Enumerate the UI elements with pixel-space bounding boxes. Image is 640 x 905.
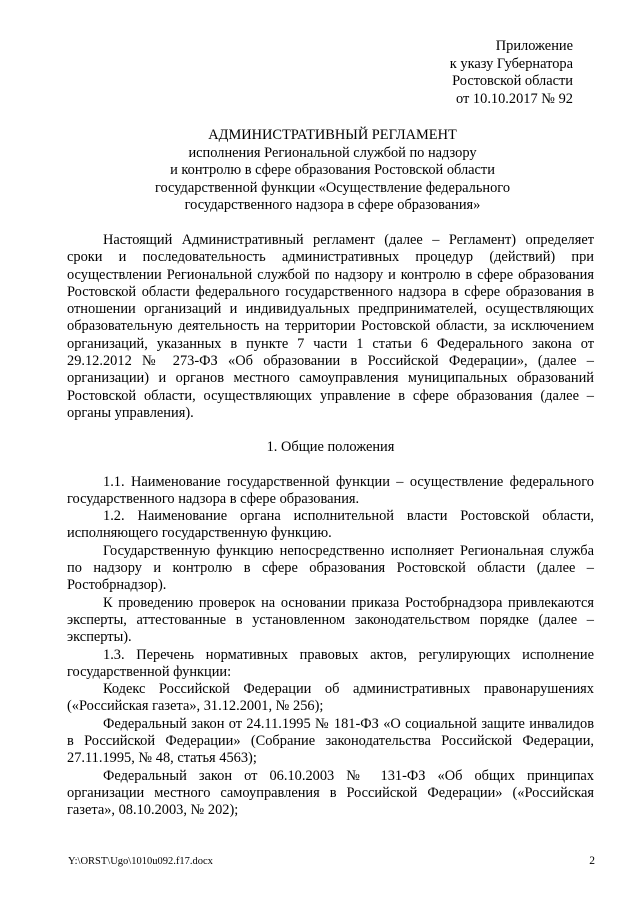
paragraph-experts: К проведению проверок на основании приказа Ростобрнадзора привлекаются эксперты, аттестованные в установленном законодательством порядке (далее – эксперты). bbox=[67, 594, 594, 646]
appendix-line: Приложение bbox=[495, 38, 573, 54]
section-heading: 1. Общие положения bbox=[266, 439, 395, 456]
document-title bbox=[60, 127, 605, 215]
appendix-header bbox=[450, 38, 573, 108]
paragraph-1-3: 1.3. Перечень нормативных правовых актов, регулирующих исполнение государственной функции: bbox=[67, 646, 594, 680]
appendix-line: Ростовской области bbox=[452, 73, 573, 89]
paragraph-executor: Государственную функцию непосредственно исполняет Региональная служба по надзору и контролю в сфере образования Ростовской области (далее – Ростобрнадзор). bbox=[67, 542, 594, 594]
intro-paragraph: Настоящий Административный регламент (далее – Регламент) определяет сроки и последовательность административных процедур (действий) при осуществлении Региональной службой по надзору и контролю в сфере образования Ростовской области федерального государственного надзора в сфере образования в отношении организаций и индивидуальных предпринимателей, осуществляющих образовательную деятельность на территории Ростовской области, за исключением организаций, указанных в пункте 7 части 1 статьи 6 Федерального закона от 29.12.2012 № 273-ФЗ «Об образовании в Российской Федерации», (далее – организации) и органов местного самоуправления муниципальных образований Ростовской области, осуществляющих управление в сфере образования (далее – органы управления). bbox=[67, 232, 594, 421]
title-line: исполнения Региональной службой по надзору bbox=[188, 144, 477, 161]
title-line: АДМИНИСТРАТИВНЫЙ РЕГЛАМЕНТ bbox=[208, 127, 457, 143]
document-body bbox=[67, 232, 594, 820]
paragraph-law-131: Федеральный закон от 06.10.2003 № 131-ФЗ «Об общих принципах организации местного самоуправления в Российской Федерации» («Российская газета», 08.10.2003, № 202); bbox=[67, 767, 594, 819]
title-line: государственной функции «Осуществление федерального bbox=[154, 179, 511, 196]
title-line: и контролю в сфере образования Ростовской области bbox=[170, 162, 495, 178]
paragraph-1-1: 1.1. Наименование государственной функции – осуществление федерального государственного надзора в сфере образования. bbox=[67, 473, 594, 507]
page-number: 2 bbox=[589, 855, 595, 867]
title-line: государственного надзора в сфере образования» bbox=[184, 197, 481, 213]
appendix-line: к указу Губернатора bbox=[449, 55, 573, 72]
appendix-line: от 10.10.2017 № 92 bbox=[456, 90, 573, 107]
file-path: Y:\ORST\Ugo\1010u092.f17.docx bbox=[68, 856, 213, 867]
paragraph-koap: Кодекс Российской Федерации об административных правонарушениях («Российская газета», 31.12.2001, № 256); bbox=[67, 681, 594, 715]
paragraph-1-2: 1.2. Наименование органа исполнительной власти Ростовской области, исполняющего государственную функцию. bbox=[67, 508, 594, 542]
paragraph-law-181: Федеральный закон от 24.11.1995 № 181-ФЗ «О социальной защите инвалидов в Российской Федерации» (Собрание законодательства Российской Федерации, 27.11.1995, № 48, статья 4563); bbox=[67, 715, 594, 767]
